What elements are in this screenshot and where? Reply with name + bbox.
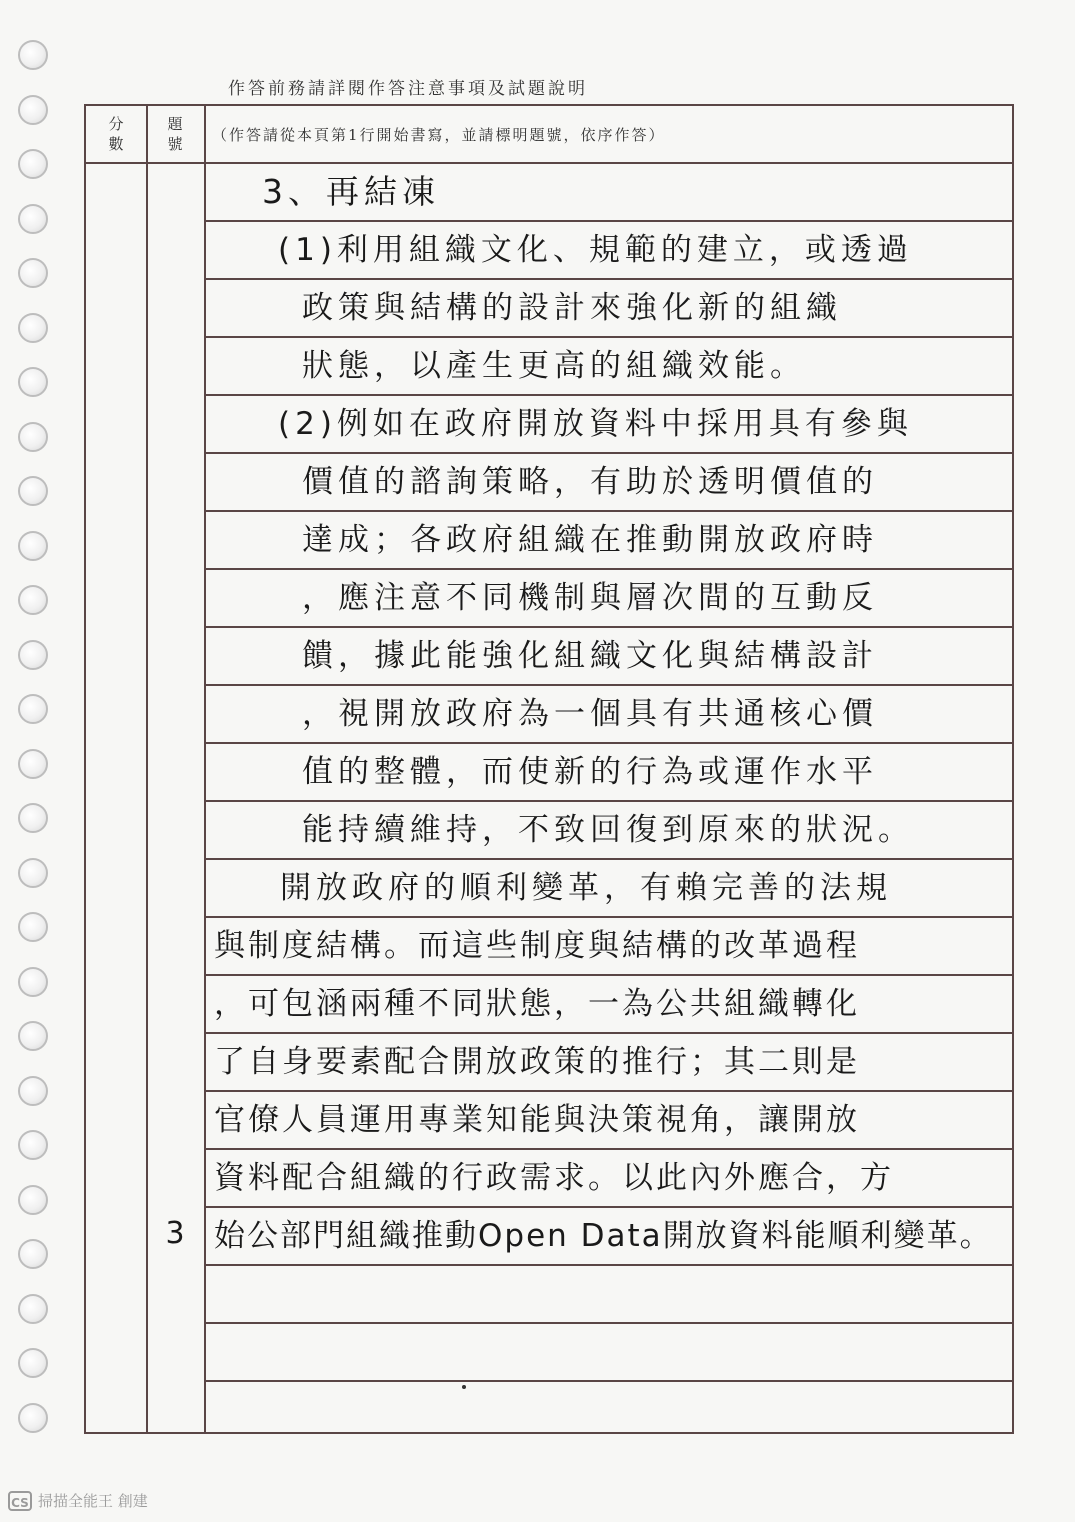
answer-line: 值的整體，而使新的行為或運作水平 — [302, 754, 878, 790]
question-number: 3 — [165, 1216, 185, 1251]
answer-sheet — [84, 104, 1014, 1434]
binder-hole — [18, 1239, 48, 1269]
answer-line: 政策與結構的設計來強化新的組織 — [302, 290, 842, 326]
answer-line: 官僚人員運用專業知能與決策視角，讓開放 — [214, 1102, 860, 1138]
binder-hole — [18, 1348, 48, 1378]
answer-line: 達成；各政府組織在推動開放政府時 — [302, 522, 878, 558]
writing-instruction: （作答請從本頁第1行開始書寫，並請標明題號，依序作答） — [212, 125, 666, 144]
binder-hole — [18, 313, 48, 343]
header-note: 作答前務請詳閱作答注意事項及試題說明 — [228, 79, 588, 99]
binder-hole — [18, 1076, 48, 1106]
ruled-line — [204, 1322, 1012, 1324]
answer-line: 饋，據此能強化組織文化與結構設計 — [302, 638, 878, 674]
answer-line: (2)例如在政府開放資料中採用具有參與 — [278, 406, 913, 442]
binder-hole — [18, 1403, 48, 1433]
qno-header-label: 題號 — [167, 115, 183, 153]
answer-line: ，應注意不同機制與層次間的互動反 — [302, 580, 878, 616]
scanner-watermark — [8, 1490, 148, 1511]
answer-line: 開放政府的順利變革，有賴完善的法規 — [280, 870, 892, 906]
binder-hole — [18, 1294, 48, 1324]
ink-dot — [462, 1385, 466, 1389]
binder-hole — [18, 912, 48, 942]
binder-hole — [18, 694, 48, 724]
binder-hole — [18, 367, 48, 397]
binder-hole — [18, 476, 48, 506]
score-header — [86, 106, 146, 162]
answer-line: 始公部門組織推動Open Data開放資料能順利變革。 — [214, 1218, 993, 1254]
camscanner-logo-icon: CS — [8, 1491, 32, 1511]
binder-hole — [18, 40, 48, 70]
ruled-line — [204, 1264, 1012, 1266]
binder-hole — [18, 749, 48, 779]
binder-hole — [18, 149, 48, 179]
binder-hole — [18, 95, 48, 125]
qno-header — [146, 106, 204, 162]
binder-hole — [18, 258, 48, 288]
answer-line: 能持續維持，不致回復到原來的狀況。 — [302, 812, 914, 848]
binder-hole — [18, 1021, 48, 1051]
binder-hole — [18, 640, 48, 670]
binder-hole — [18, 1130, 48, 1160]
answer-line: ，可包涵兩種不同狀態，一為公共組織轉化 — [214, 986, 860, 1022]
answer-line: 了自身要素配合開放政策的推行；其二則是 — [214, 1044, 860, 1080]
binder-hole — [18, 422, 48, 452]
score-header-label: 分數 — [108, 115, 124, 153]
binder-holes — [18, 40, 58, 1460]
ruled-line — [204, 1380, 1012, 1382]
binder-hole — [18, 204, 48, 234]
answer-line: 資料配合組織的行政需求。以此內外應合，方 — [214, 1160, 894, 1196]
binder-hole — [18, 1185, 48, 1215]
binder-hole — [18, 531, 48, 561]
answer-line-heading: 3、再結凍 — [262, 172, 440, 211]
binder-hole — [18, 585, 48, 615]
qno-column-divider — [204, 106, 206, 1432]
answer-line: (1)利用組織文化、規範的建立，或透過 — [278, 232, 913, 268]
binder-hole — [18, 803, 48, 833]
binder-hole — [18, 967, 48, 997]
answer-line: ，視開放政府為一個具有共通核心價 — [302, 696, 878, 732]
answer-line: 與制度結構。而這些制度與結構的改革過程 — [214, 928, 860, 964]
answer-line: 價值的諮詢策略，有助於透明價值的 — [302, 464, 878, 500]
answer-line: 狀態，以產生更高的組織效能。 — [302, 348, 806, 384]
table-header — [86, 106, 1012, 164]
scanner-app-text: 掃描全能王 創建 — [38, 1492, 148, 1510]
binder-hole — [18, 858, 48, 888]
